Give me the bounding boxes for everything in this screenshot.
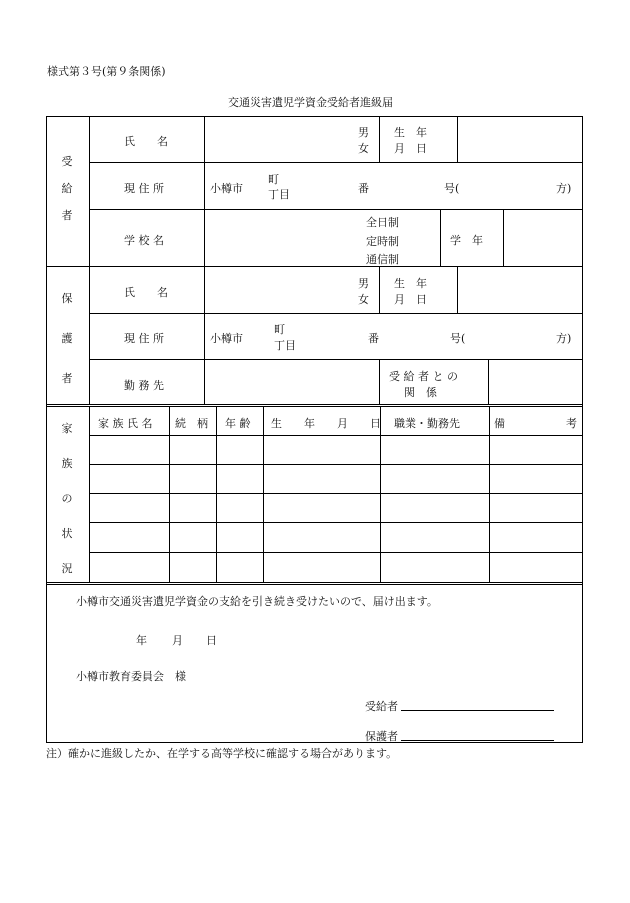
guardian-gender-female[interactable]: 女: [358, 293, 369, 306]
guardian-birth-label-2: 月 日: [394, 293, 427, 306]
family-row[interactable]: [90, 553, 582, 582]
guardian-address-city: 小樽市: [210, 332, 243, 345]
guardian-sign-line[interactable]: [401, 740, 554, 741]
recipient-address-label: 現 住 所: [124, 182, 164, 195]
family-section-label-4: 状: [61, 527, 73, 540]
guardian-birth-field[interactable]: [458, 267, 582, 313]
family-section-label-5: 況: [61, 562, 73, 575]
recipient-sign-line[interactable]: [401, 710, 554, 711]
family-section-label-3: の: [61, 492, 73, 505]
school-type-correspondence[interactable]: 通信制: [366, 253, 399, 266]
family-col-name: 家 族 氏 名: [98, 417, 153, 430]
recipient-address-go: 号(: [444, 182, 460, 195]
family-col-remarks-1: 備: [494, 417, 505, 430]
family-col-remarks-2: 考: [566, 417, 577, 430]
guardian-work-field[interactable]: [205, 360, 379, 404]
guardian-name-label: 氏 名: [124, 286, 168, 299]
form-title: 交通災害遺児学資金受給者進級届: [228, 96, 393, 109]
family-row[interactable]: [90, 465, 582, 493]
guardian-sign-label: 保護者: [365, 730, 398, 743]
family-col-age: 年 齢: [225, 417, 251, 430]
recipient-name-label: 氏 名: [124, 135, 168, 148]
guardian-section-label-2: 護: [61, 332, 73, 345]
family-section-label-1: 家: [61, 422, 73, 435]
family-col-birthdate: 生 年 月 日: [271, 417, 381, 430]
guardian-address-label: 現 住 所: [124, 332, 164, 345]
recipient-grade-label: 学 年: [450, 234, 483, 247]
recipient-birth-field[interactable]: [458, 117, 582, 162]
declaration-statement: 小樽市交通災害遺児学資金の支給を引き続き受けたいので、届け出ます。: [76, 595, 438, 608]
date-day-label: 日: [206, 634, 217, 647]
addressee: 小樽市教育委員会 様: [76, 670, 186, 683]
recipient-address-ban: 番: [358, 182, 369, 195]
recipient-school-field[interactable]: [205, 210, 365, 266]
recipient-section-label-1: 受: [61, 155, 73, 168]
family-row[interactable]: [90, 494, 582, 522]
school-type-parttime[interactable]: 定時制: [366, 235, 399, 248]
recipient-section-label-2: 給: [61, 182, 73, 195]
recipient-address-city: 小樽市: [210, 182, 243, 195]
family-section-label-2: 族: [61, 457, 73, 470]
recipient-sign-label: 受給者: [365, 700, 398, 713]
guardian-address-ban: 番: [368, 332, 379, 345]
recipient-grade-field[interactable]: [504, 210, 582, 266]
guardian-address-machi: 町: [274, 323, 285, 336]
guardian-work-label: 勤 務 先: [124, 379, 164, 392]
recipient-birth-label-2: 月 日: [394, 142, 427, 155]
recipient-address-chome: 丁目: [268, 188, 290, 201]
relation-label-2: 関 係: [404, 386, 437, 399]
recipient-address-kata: 方): [556, 182, 572, 195]
date-year-label: 年: [136, 634, 147, 647]
guardian-birth-label-1: 生 年: [394, 277, 427, 290]
guardian-section-label-1: 保: [61, 292, 73, 305]
recipient-section-label-3: 者: [61, 209, 73, 222]
school-type-fulltime[interactable]: 全日制: [366, 216, 399, 229]
family-col-occupation: 職業・勤務先: [394, 417, 460, 430]
recipient-school-label: 学 校 名: [124, 234, 164, 247]
guardian-address-chome: 丁目: [274, 339, 296, 352]
family-row[interactable]: [90, 436, 582, 464]
relation-field[interactable]: [490, 360, 582, 404]
recipient-gender-male[interactable]: 男: [358, 126, 369, 139]
recipient-name-field[interactable]: [205, 117, 379, 162]
guardian-name-field[interactable]: [205, 267, 379, 313]
recipient-gender-female[interactable]: 女: [358, 142, 369, 155]
relation-label-1: 受 給 者 と の: [389, 370, 458, 383]
form-number: 様式第３号(第９条関係): [47, 65, 166, 78]
family-row[interactable]: [90, 523, 582, 552]
guardian-address-kata: 方): [556, 332, 572, 345]
footnote: 注）確かに進級したか、在学する高等学校に確認する場合があります。: [46, 747, 398, 760]
guardian-section-label-3: 者: [61, 372, 73, 385]
recipient-address-machi: 町: [268, 173, 279, 186]
guardian-address-go: 号(: [450, 332, 466, 345]
date-month-label: 月: [172, 634, 183, 647]
guardian-gender-male[interactable]: 男: [358, 277, 369, 290]
family-col-relation: 続 柄: [175, 417, 208, 430]
recipient-birth-label-1: 生 年: [394, 126, 427, 139]
